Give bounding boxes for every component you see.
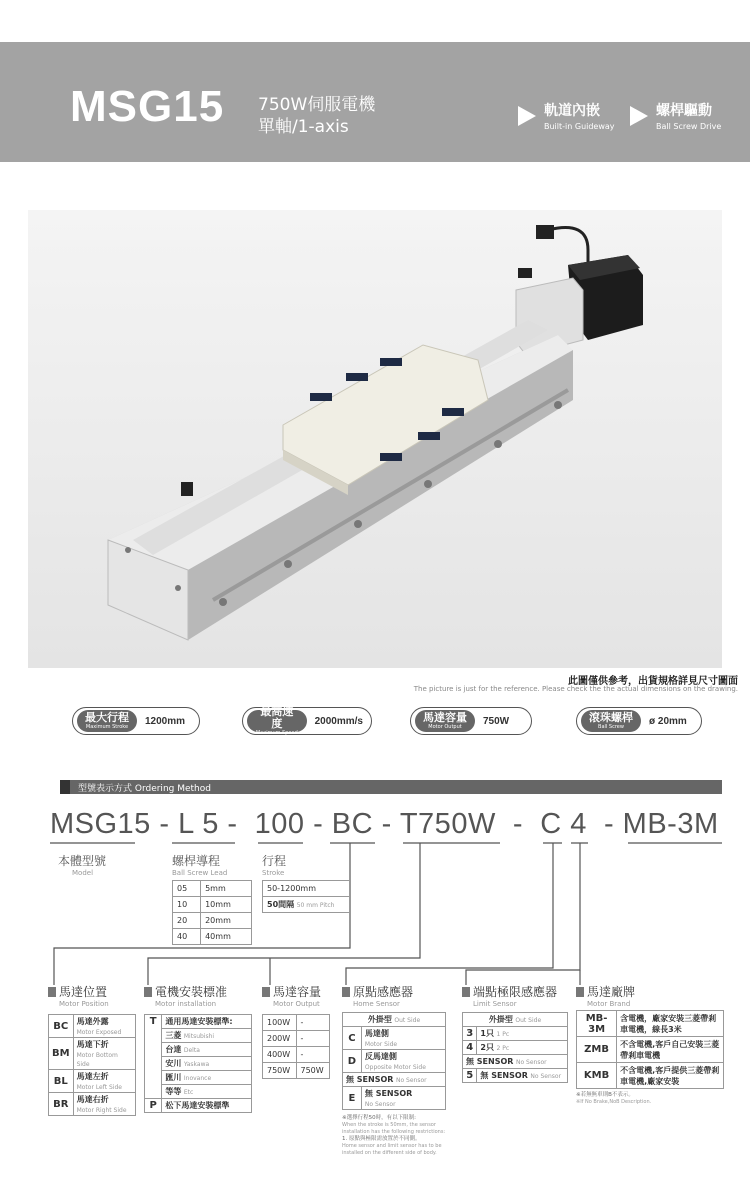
spec-label-en: Ball Screw (598, 724, 624, 730)
lead-table (172, 880, 252, 945)
code-cell: D (343, 1050, 362, 1073)
table-row (343, 1050, 446, 1073)
table-cell: 10 (173, 897, 201, 913)
table-row (145, 1099, 252, 1113)
code-cell: E (343, 1087, 362, 1110)
table-row (263, 897, 350, 913)
table-cell: - (296, 1047, 330, 1063)
spec-label: 馬達容量 (423, 711, 467, 724)
note-en: When the stroke is 50mm, the sensor installation has the following restrictions: (342, 1122, 446, 1135)
option-zh: 馬達側 (364, 1029, 389, 1038)
label-zh: 電機安裝標准 (155, 985, 228, 999)
option-zh: 無 SENSOR (466, 1057, 514, 1066)
spec-label-en: Maximum Stroke (85, 724, 129, 730)
table-cell: 20 (173, 913, 201, 929)
table-row (49, 1093, 136, 1116)
option-en: No Sensor (395, 1077, 427, 1084)
motor-position-table (48, 1014, 136, 1116)
subtitle-power: 750W伺服電機 (258, 95, 376, 115)
brand-en: Etc (183, 1089, 194, 1096)
subtitle-axis: 單軸/1-axis (258, 117, 349, 137)
brand-zh: 三菱 (165, 1031, 182, 1040)
brand-zh: 台達 (165, 1045, 182, 1054)
table-cell: 400W (263, 1047, 297, 1063)
option-zh: 含電機，廠家安裝三菱帶剎車電機，線長3米 (617, 1011, 724, 1037)
table-cell: 200W (263, 1031, 297, 1047)
motor-output-label (262, 983, 321, 1008)
label-en: Home Sensor (353, 1000, 400, 1008)
label-zh: 本體型號 (58, 854, 107, 868)
brand-en: Mitsubishi (183, 1033, 215, 1040)
label-zh: 螺桿導程 (172, 854, 221, 868)
motor-brand-table (576, 1010, 724, 1089)
table-row (263, 1047, 330, 1063)
spec-value: 2000mm/s (314, 715, 363, 727)
label-zh: 馬達廠牌 (587, 985, 636, 999)
photo-note: 此圖僅供參考，出貨規格詳見尺寸圖面 (568, 676, 738, 687)
table-row (463, 1027, 568, 1041)
table-cell: - (296, 1031, 330, 1047)
label-en: Motor Brand (587, 1000, 631, 1008)
table-cell: 5mm (201, 881, 252, 897)
table-row (577, 1011, 724, 1037)
table-row (343, 1013, 446, 1027)
table-row (463, 1041, 568, 1055)
option-en: 1 Pc (496, 1031, 510, 1038)
brand-zh: 等等 (165, 1087, 182, 1096)
table-header: 外掛型 (488, 1015, 513, 1024)
table-row (263, 1063, 330, 1079)
limit-sensor-label (462, 983, 557, 1008)
code-cell: BL (49, 1070, 74, 1093)
label-zh: 馬達容量 (273, 985, 322, 999)
table-row (463, 1013, 568, 1027)
brand-en: Yaskawa (183, 1061, 210, 1068)
brand-zh: 安川 (165, 1059, 182, 1068)
model-title: MSG15 (70, 82, 225, 131)
table-row (343, 1087, 446, 1110)
option-zh: 不含電機,客戶自己安裝三菱帶剎車電機 (617, 1037, 724, 1063)
option-en: No Sensor (515, 1059, 547, 1066)
label-en: Limit Sensor (473, 1000, 517, 1008)
label-en: Model (72, 869, 94, 877)
motor-output-table (262, 1014, 330, 1079)
brand-en: Delta (183, 1047, 200, 1054)
note-en: ※If No Brake,NoB Description. (576, 1099, 652, 1105)
option-zh: 無 SENSOR (364, 1089, 413, 1098)
option-zh: 馬達下折 (76, 1040, 109, 1049)
table-row (263, 881, 350, 897)
code-cell: T (145, 1015, 162, 1099)
note-zh: ※選擇行程50時，有以下限制: (342, 1115, 416, 1121)
feature-label-en: Ball Screw Drive (656, 122, 722, 131)
spec-value: ø 20mm (649, 715, 687, 727)
table-cell: 750W (296, 1063, 330, 1079)
note-en: Home sensor and limit sensor has to be installed on the different side of body. (342, 1143, 442, 1156)
lead-label (172, 852, 227, 877)
feature-label: 螺桿驅動 (656, 103, 712, 119)
motor-brand-note (576, 1092, 726, 1106)
table-cell: 50-1200mm (263, 881, 350, 897)
label-en: Motor Output (273, 1000, 320, 1008)
label-en: Ball Screw Lead (172, 869, 228, 877)
option-en: 2 Pc (496, 1045, 510, 1052)
spec-label: 最高速度 (260, 705, 294, 730)
code-cell: C (343, 1027, 362, 1050)
note-zh: ※若無無車則B不表示。 (576, 1092, 634, 1098)
table-cell: 100W (263, 1015, 297, 1031)
brand-en: Inovance (183, 1075, 212, 1082)
code-cell: 4 (463, 1041, 477, 1055)
motor-install-table (144, 1014, 252, 1113)
table-row (577, 1037, 724, 1063)
table-row (173, 929, 252, 945)
table-header-en: Out Side (394, 1017, 421, 1024)
option-zh: 馬達右折 (76, 1095, 109, 1104)
table-row (263, 1015, 330, 1031)
option-en: Opposite Motor Side (364, 1064, 426, 1071)
table-row (145, 1015, 252, 1029)
option-en: Motor Side (364, 1041, 398, 1048)
table-cell: - (296, 1015, 330, 1031)
table-cell: 40 (173, 929, 201, 945)
code-cell: BR (49, 1093, 74, 1116)
code-cell: 3 (463, 1027, 477, 1041)
table-row (173, 897, 252, 913)
ordering-code: MSG15 - L 5 - 100 - BC - T750W - C 4 - MB-3M (50, 808, 719, 840)
spec-label-en: Maximum Speed (255, 730, 298, 736)
label-en: Motor installation (155, 1000, 217, 1008)
table-cell: 10mm (201, 897, 252, 913)
table-cell: 50間隔 (267, 900, 295, 909)
option-zh: 反馬達側 (364, 1052, 397, 1061)
note-zh: 1. 原點與極限需放置於不同側。 (342, 1136, 421, 1142)
table-cell: 40mm (201, 929, 252, 945)
motor-position-label (48, 983, 109, 1008)
label-zh: 原點感應器 (353, 985, 414, 999)
brand-zh: 匯川 (165, 1073, 182, 1082)
stroke-label (262, 852, 286, 877)
spec-label-en: Motor Output (428, 724, 462, 730)
option-en: Motor Bottom Side (76, 1052, 118, 1068)
spec-value: 1200mm (145, 715, 186, 727)
option-zh: 松下馬達安裝標準 (162, 1099, 252, 1113)
label-zh: 馬達位置 (59, 985, 108, 999)
photo-note-en: The picture is just for the reference. Please check the the actual dimensions on the drawing. (413, 685, 738, 693)
table-cell: 20mm (201, 913, 252, 929)
table-row (173, 881, 252, 897)
table-row (463, 1055, 568, 1069)
stroke-table (262, 880, 350, 913)
option-zh: 不含電機,客戶提供三菱帶剎車電機,廠家安裝 (617, 1063, 724, 1089)
home-sensor-table (342, 1012, 446, 1110)
table-row (49, 1038, 136, 1070)
option-zh: 馬達左折 (76, 1072, 109, 1081)
ordering-title: 型號表示方式 Ordering Method (78, 784, 211, 794)
option-zh: 通用馬達安裝標準: (162, 1015, 252, 1029)
option-en: No Sensor (364, 1101, 396, 1108)
code-cell: 5 (463, 1069, 477, 1083)
option-en: No Sensor (530, 1073, 562, 1080)
code-cell: BM (49, 1038, 74, 1070)
option-zh: 2只 (480, 1043, 494, 1052)
feature-label-en: Built-in Guideway (544, 122, 615, 131)
option-en: Motor Left Side (76, 1084, 122, 1091)
label-en: Motor Position (59, 1000, 109, 1008)
table-row (463, 1069, 568, 1083)
table-row (49, 1015, 136, 1038)
feature-label: 軌道內嵌 (544, 103, 600, 119)
option-zh: 無 SENSOR (480, 1071, 528, 1080)
motor-brand-label (576, 983, 635, 1008)
table-row (173, 913, 252, 929)
option-en: Motor Exposed (76, 1029, 122, 1036)
spec-label: 滾珠螺桿 (589, 711, 633, 724)
home-sensor-label (342, 983, 413, 1008)
option-zh: 無 SENSOR (346, 1075, 394, 1084)
code-cell: P (145, 1099, 162, 1113)
code-cell: BC (49, 1015, 74, 1038)
motor-install-label (144, 983, 227, 1008)
table-row (49, 1070, 136, 1093)
model-label (58, 852, 106, 877)
home-sensor-note (342, 1115, 454, 1157)
table-cell: 750W (263, 1063, 297, 1079)
code-cell: KMB (577, 1063, 617, 1089)
label-zh: 行程 (262, 854, 287, 868)
table-header: 外掛型 (367, 1015, 392, 1024)
spec-label: 最大行程 (85, 711, 129, 724)
code-cell: MB-3M (577, 1011, 617, 1037)
option-en: Motor Right Side (76, 1107, 127, 1114)
table-cell-en: 50 mm Pitch (296, 902, 335, 909)
spec-value: 750W (483, 715, 510, 727)
table-cell: 05 (173, 881, 201, 897)
table-row (577, 1063, 724, 1089)
label-en: Stroke (262, 869, 285, 877)
table-row (343, 1073, 446, 1087)
option-zh: 馬達外露 (76, 1017, 109, 1026)
table-row (263, 1031, 330, 1047)
limit-sensor-table (462, 1012, 568, 1083)
code-cell: ZMB (577, 1037, 617, 1063)
label-zh: 端點極限感應器 (473, 985, 558, 999)
option-zh: 1只 (480, 1029, 494, 1038)
table-header-en: Out Side (515, 1017, 542, 1024)
table-row (343, 1027, 446, 1050)
